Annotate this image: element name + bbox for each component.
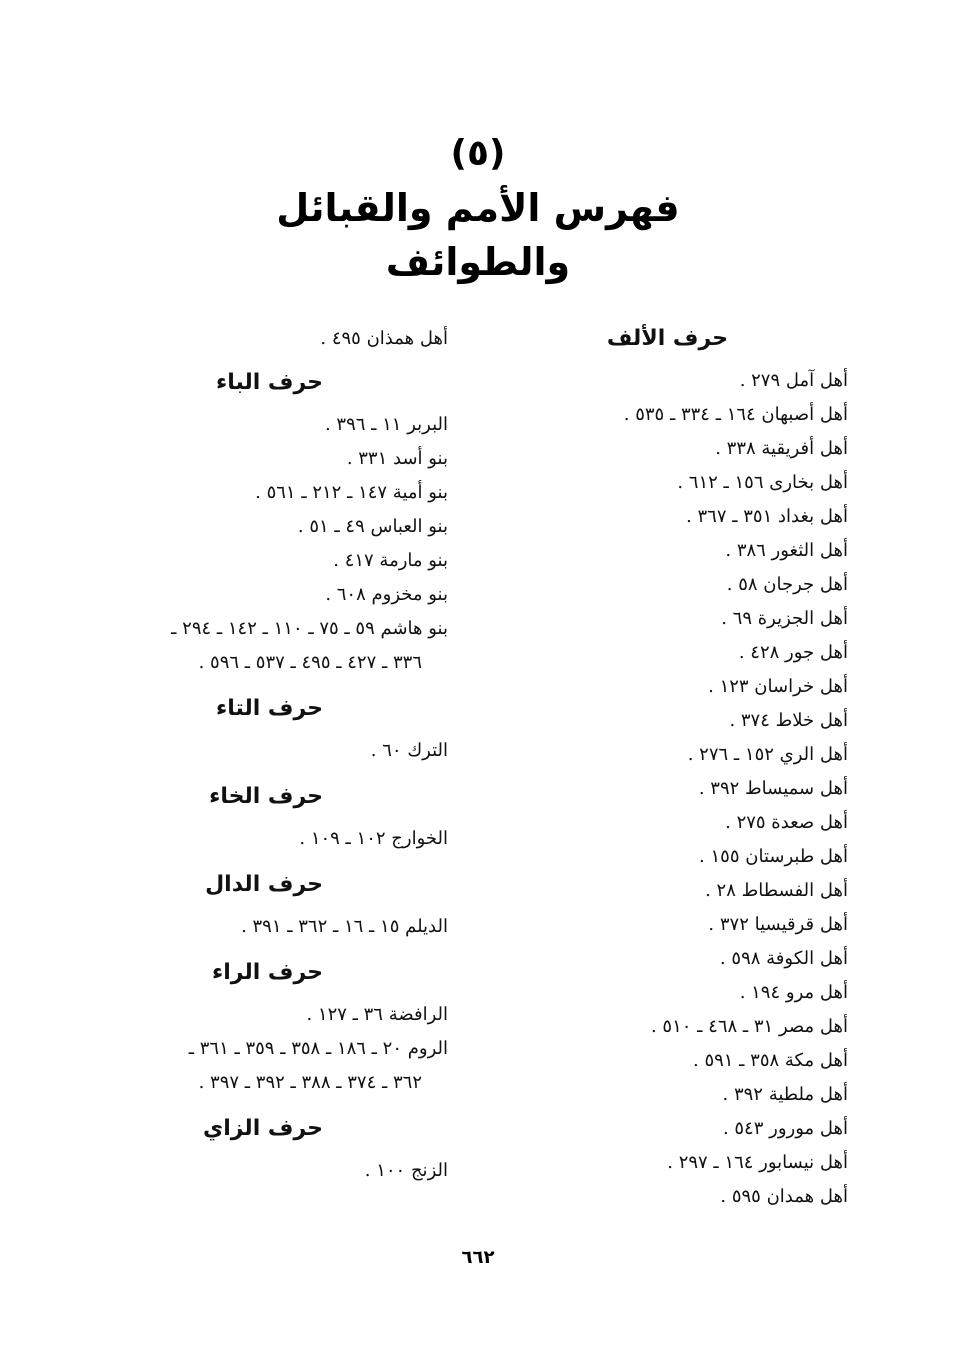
right-column: [563, 322, 848, 1214]
index-entry: أهل خراسان ١٢٣ .: [708, 676, 848, 697]
index-entry: بنو هاشم ٥٩ ـ ٧٥ ـ ١١٠ ـ ١٤٢ ـ ٢٩٤ ـ: [171, 618, 448, 639]
section-spacer: [98, 1100, 448, 1112]
index-entry: أهل قرقيسيا ٣٧٢ .: [708, 914, 848, 935]
index-entry: أهل آمل ٢٧٩ .: [739, 370, 848, 391]
section-title-alif: حرف الألف: [606, 326, 728, 351]
section-title-zay: حرف الزاي: [203, 1116, 323, 1141]
index-entry: بنو العباس ٤٩ ـ ٥١ .: [297, 516, 448, 537]
section-spacer: [98, 768, 448, 780]
index-entry: بنو أسد ٣٣١ .: [346, 448, 448, 469]
index-entry: أهل مكة ٣٥٨ ـ ٥٩١ .: [692, 1050, 848, 1071]
index-entry: البربر ١١ ـ ٣٩٦ .: [324, 414, 448, 435]
index-entry: أهل بخارى ١٥٦ ـ ٦١٢ .: [677, 472, 848, 493]
section-spacer: [98, 944, 448, 956]
section-spacer: [98, 902, 448, 910]
section-dal: [98, 868, 448, 944]
section-spacer: [98, 856, 448, 868]
index-entry: أهل مورور ٥٤٣ .: [722, 1118, 848, 1139]
index-entry: أهل طبرستان ١٥٥ .: [699, 846, 848, 867]
index-entry: الرافضة ٣٦ ـ ١٢٧ .: [306, 1004, 448, 1025]
index-entry: بنو أمية ١٤٧ ـ ٢١٢ ـ ٥٦١ .: [255, 482, 448, 503]
section-title-ra: حرف الراء: [211, 960, 323, 985]
section-spacer: [98, 990, 448, 998]
section-spacer: [98, 356, 448, 366]
section-spacer: [98, 400, 448, 408]
index-entry: أهل الري ١٥٢ ـ ٢٧٦ .: [687, 744, 848, 765]
section-zay: [98, 1112, 448, 1188]
index-entry: بنو مخزوم ٦٠٨ .: [325, 584, 448, 605]
section-ba: [98, 366, 448, 680]
index-entry: أهل جرجان ٥٨ .: [726, 574, 848, 595]
index-entry: أهل أفريقية ٣٣٨ .: [715, 438, 848, 459]
index-entry: الروم ٢٠ ـ ١٨٦ ـ ٣٥٨ ـ ٣٥٩ ـ ٣٦١ ـ: [188, 1038, 448, 1059]
index-entry: أهل أصبهان ١٦٤ ـ ٣٣٤ ـ ٥٣٥ .: [623, 404, 848, 425]
index-entry: أهل جور ٤٢٨ .: [738, 642, 848, 663]
section-spacer: [98, 726, 448, 734]
index-entry: أهل همذان ٤٩٥ .: [320, 328, 448, 349]
index-entry: أهل نيسابور ١٦٤ ـ ٢٩٧ .: [667, 1152, 848, 1173]
page-number: ٦٦٢: [461, 1247, 495, 1268]
index-entry: أهل الفسطاط ٢٨ .: [705, 880, 848, 901]
index-entry: أهل خلاط ٣٧٤ .: [729, 710, 848, 731]
index-entry: أهل مصر ٣١ ـ ٤٦٨ ـ ٥١٠ .: [650, 1016, 848, 1037]
section-title-kha: حرف الخاء: [209, 784, 323, 809]
section-ra: [98, 956, 448, 1100]
index-entry: الترك ٦٠ .: [370, 740, 448, 761]
index-entry: أهل سميساط ٣٩٢ .: [698, 778, 848, 799]
section-kha: [98, 780, 448, 856]
index-entry: أهل الجزيرة ٦٩ .: [721, 608, 848, 629]
section-title-ba: حرف الباء: [215, 370, 323, 395]
section-spacer: [98, 1146, 448, 1154]
section-alif: [563, 322, 848, 1214]
index-entry: الخوارج ١٠٢ ـ ١٠٩ .: [299, 828, 448, 849]
index-entry: أهل همدان ٥٩٥ .: [720, 1186, 848, 1207]
index-entry: الزنج ١٠٠ .: [364, 1160, 448, 1181]
section-spacer: [563, 356, 848, 364]
section-spacer: [98, 680, 448, 692]
left-column: [98, 322, 448, 1188]
index-entry: بنو مارمة ٤١٧ .: [333, 550, 448, 571]
index-entry-continuation: ٣٦٢ ـ ٣٧٤ ـ ٣٨٨ ـ ٣٩٢ ـ ٣٩٧ .: [198, 1072, 422, 1093]
section-ta: [98, 692, 448, 768]
index-entry: الديلم ١٥ ـ ١٦ ـ ٣٦٢ ـ ٣٩١ .: [241, 916, 448, 937]
section-title-ta: حرف التاء: [215, 696, 323, 721]
index-entry: أهل بغداد ٣٥١ ـ ٣٦٧ .: [686, 506, 848, 527]
index-entry: أهل مرو ١٩٤ .: [739, 982, 848, 1003]
page-title-line-2: والطوائف: [385, 240, 571, 284]
index-entry-continuation: ٣٣٦ ـ ٤٢٧ ـ ٤٩٥ ـ ٥٣٧ ـ ٥٩٦ .: [198, 652, 422, 673]
section-spacer: [98, 814, 448, 822]
index-number: (٥): [450, 133, 506, 174]
index-entry: أهل صعدة ٢٧٥ .: [725, 812, 848, 833]
index-entry: أهل الكوفة ٥٩٨ .: [719, 948, 848, 969]
index-entry: أهل الثغور ٣٨٦ .: [725, 540, 848, 561]
page-title-line-1: فهرس الأمم والقبائل: [276, 186, 680, 230]
section-title-dal: حرف الدال: [205, 872, 323, 897]
index-entry: أهل ملطية ٣٩٢ .: [722, 1084, 848, 1105]
